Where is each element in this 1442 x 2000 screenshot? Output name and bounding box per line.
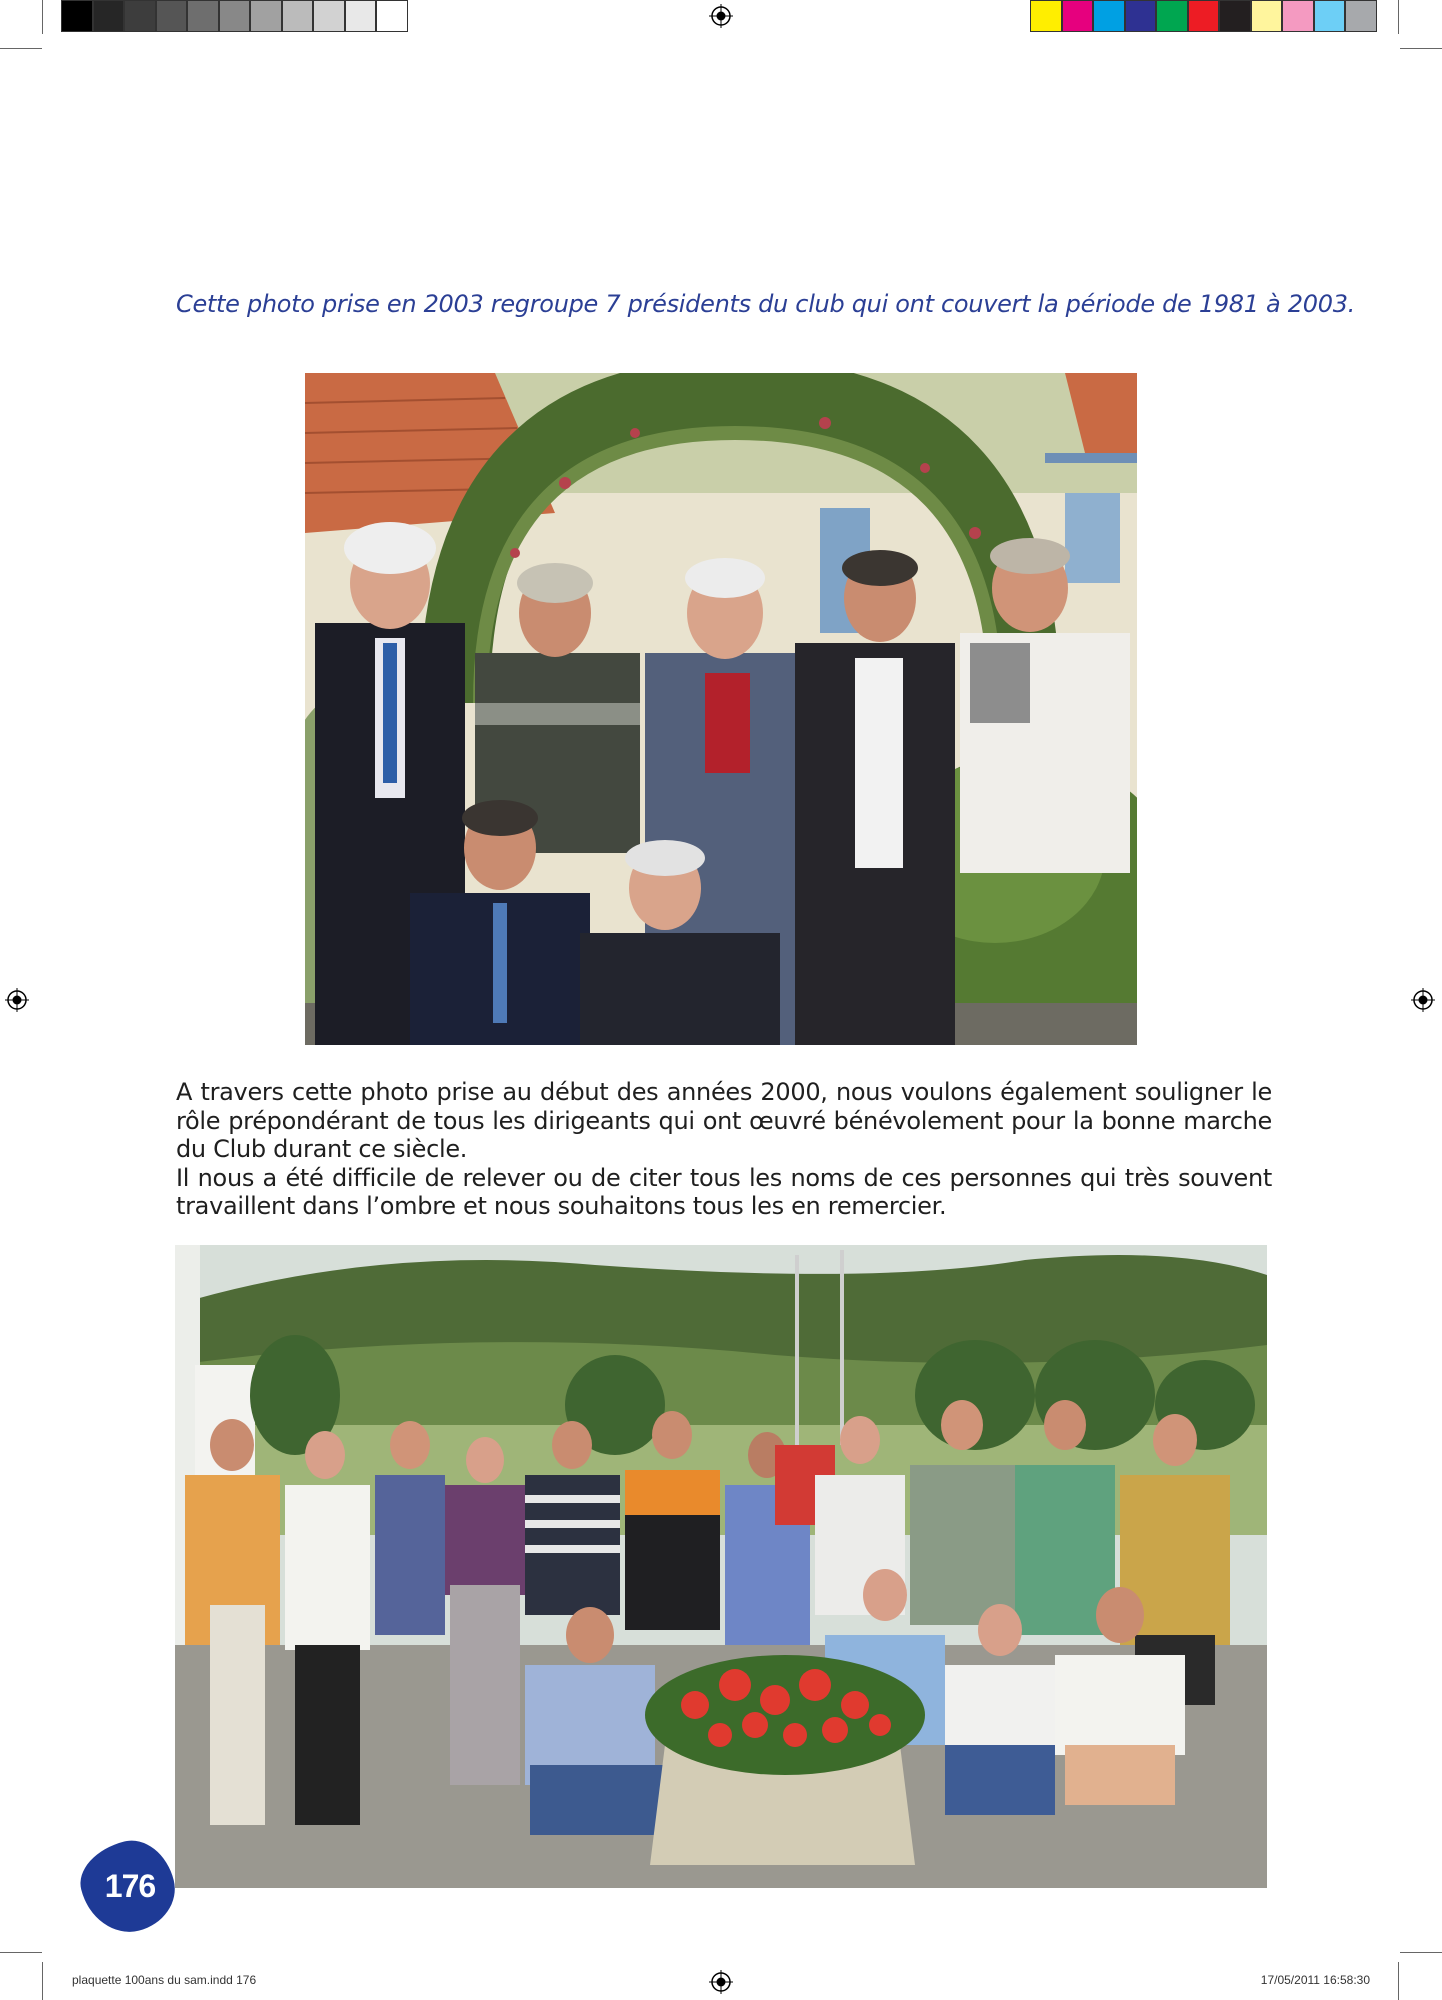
- crop-mark: [0, 1952, 42, 1953]
- gray-swatch: [156, 0, 188, 32]
- gray-swatch: [282, 0, 314, 32]
- registration-mark-icon: [709, 4, 733, 28]
- body-paragraph: A travers cette photo prise au début des années 2000, nous voulons également souligner le rôle prépondérant de tous les dirigeants qui ont œuvré bénévolement pour la bonne marche du Club durant ce siècle.: [176, 1078, 1272, 1163]
- gray-swatch: [313, 0, 345, 32]
- registration-mark-icon: [1411, 988, 1435, 1012]
- crop-mark: [1400, 48, 1442, 49]
- crop-mark: [42, 1962, 43, 2000]
- gray-swatch: [250, 0, 282, 32]
- crop-mark: [1398, 1962, 1399, 2000]
- registration-mark-icon: [5, 988, 29, 1012]
- crop-mark: [1400, 1952, 1442, 1953]
- gray-swatch: [124, 0, 156, 32]
- gray-swatch: [345, 0, 377, 32]
- crop-mark: [0, 48, 42, 49]
- crop-mark: [1398, 0, 1399, 34]
- color-swatch: [1219, 0, 1251, 32]
- slug-timestamp: 17/05/2011 16:58:30: [1260, 1973, 1370, 1987]
- slug-filename: plaquette 100ans du sam.indd 176: [72, 1973, 257, 1987]
- registration-mark-icon: [709, 1970, 733, 1994]
- color-swatch: [1062, 0, 1094, 32]
- body-paragraph: Il nous a été difficile de relever ou de citer tous les noms de ces personnes qui très souvent travaillent dans l’ombre et nous souhaitons tous les en remercier.: [176, 1163, 1272, 1220]
- gray-swatch: [219, 0, 251, 32]
- gray-swatch: [376, 0, 408, 32]
- crop-mark: [42, 0, 43, 34]
- page-number: 176: [104, 1868, 156, 1904]
- color-swatch: [1188, 0, 1220, 32]
- volunteers-group-photo: [175, 1245, 1267, 1888]
- color-swatch: [1030, 0, 1062, 32]
- gray-swatch: [93, 0, 125, 32]
- gray-swatch: [187, 0, 219, 32]
- body-text: [176, 1078, 1272, 1221]
- photo-caption: Cette photo prise en 2003 regroupe 7 présidents du club qui ont couvert la période de 1981 à 2003.: [176, 290, 1356, 318]
- color-swatch: [1251, 0, 1283, 32]
- color-swatch: [1156, 0, 1188, 32]
- color-swatch: [1282, 0, 1314, 32]
- color-swatch: [1314, 0, 1346, 32]
- color-swatch: [1093, 0, 1125, 32]
- color-swatch: [1345, 0, 1377, 32]
- presidents-group-photo: [305, 373, 1137, 1045]
- color-swatch: [1125, 0, 1157, 32]
- gray-swatch: [61, 0, 93, 32]
